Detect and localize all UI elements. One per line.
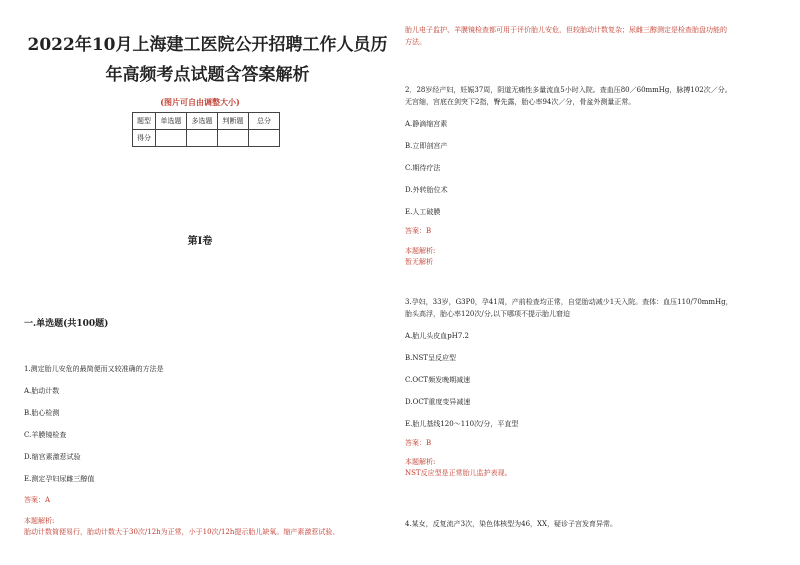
- question-2-analysis: 暂无解析: [405, 258, 433, 266]
- document-title-line2: 年高频考点试题含答案解析: [105, 65, 310, 85]
- score-table-header: 总分: [249, 113, 280, 130]
- question-1-stem: 1.测定胎儿安危的最简便而又较准确的方法是: [24, 365, 164, 373]
- question-1-analysis: 胎动计数简便易行，胎动计数大于30次/12h为正常，小于10次/12h提示胎儿缺氧。缩产素激惹试验、: [24, 528, 340, 536]
- question-2-option-e: E.人工破膜: [405, 208, 441, 216]
- question-1-option-c: C.羊膜镜检查: [24, 431, 67, 439]
- section-heading: 一.单选题(共100题): [24, 319, 109, 329]
- score-table-header-row: [133, 113, 280, 130]
- score-row-label: 得分: [133, 130, 156, 147]
- volume-heading: 第I卷: [187, 236, 213, 247]
- score-cell[interactable]: [249, 130, 280, 147]
- score-table-score-row: [133, 130, 280, 147]
- score-table-header: 单选题: [156, 113, 187, 130]
- score-table-header: 题型: [133, 113, 156, 130]
- question-2-analysis-label: 本题解析:: [405, 247, 436, 255]
- question-1-option-e: E.测定孕妇尿雌三醇值: [24, 475, 95, 483]
- question-3-option-d: D.OCT重度变异减速: [405, 398, 471, 406]
- question-2-option-a: A.静滴缩宫素: [405, 120, 448, 128]
- score-table: [132, 112, 280, 147]
- image-note: (图片可自由调整大小): [160, 97, 240, 107]
- question-1-answer: 答案：A: [24, 496, 51, 504]
- question-2-option-d: D.外转胎位术: [405, 186, 448, 194]
- question-3-option-e: E.胎儿基线120～110次/分，平直型: [405, 420, 519, 428]
- question-1-analysis-cont-line1: 胎儿电子监护、羊膜镜检查都可用于评价胎儿安危，但较胎动计数复杂；尿雌三醇测定是检查胎盘功能的: [405, 26, 727, 34]
- score-cell[interactable]: [218, 130, 249, 147]
- question-1-analysis-cont-line2: 方法。: [405, 38, 426, 46]
- score-table-header: 判断题: [218, 113, 249, 130]
- question-2-option-b: B.立即剖宫产: [405, 142, 448, 150]
- question-2-answer: 答案：B: [405, 227, 432, 235]
- score-table-header: 多选题: [187, 113, 218, 130]
- question-2-option-c: C.期待疗法: [405, 164, 441, 172]
- question-4-stem: 4.某女，反复流产3次，染色体核型为46，XX，疑诊子宫发育异常。: [405, 520, 618, 528]
- question-3-option-c: C.OCT频发晚期减速: [405, 376, 471, 384]
- question-1-option-b: B.胎心检测: [24, 409, 60, 417]
- question-3-stem-line2: 胎头高浮，胎心率120次/分,以下哪项不提示胎儿窘迫: [405, 310, 570, 318]
- question-1-option-d: D.缩宫素激惹试验: [24, 453, 81, 461]
- score-cell[interactable]: [187, 130, 218, 147]
- document-title-line1: 2022年10月上海建工医院公开招聘工作人员历: [27, 35, 388, 55]
- question-3-analysis-label: 本题解析:: [405, 458, 436, 466]
- question-3-answer: 答案：B: [405, 439, 432, 447]
- question-2-stem-line2: 无宫缩，宫底在剑突下2指，臀先露，胎心率94次／分，骨盆外测量正常。: [405, 98, 636, 106]
- question-1-analysis-label: 本题解析:: [24, 517, 55, 525]
- question-1-option-a: A.胎动计数: [24, 387, 60, 395]
- question-2-stem-line1: 2．28岁经产妇，妊娠37周，阴道无痛性多量流血5小时入院。查血压80／60mmHg，脉搏102次／分。: [405, 86, 732, 94]
- question-3-option-b: B.NST呈反应型: [405, 354, 456, 362]
- score-cell[interactable]: [156, 130, 187, 147]
- question-3-analysis: NST反应型是正常胎儿监护表现。: [405, 469, 512, 477]
- question-3-option-a: A.胎儿头皮血pH7.2: [405, 332, 469, 340]
- question-3-stem-line1: 3.孕妇，33岁，G3P0，孕41周，产前检查均正常，自觉胎动减少1天入院。查体：血压110/70mmHg，: [405, 298, 733, 306]
